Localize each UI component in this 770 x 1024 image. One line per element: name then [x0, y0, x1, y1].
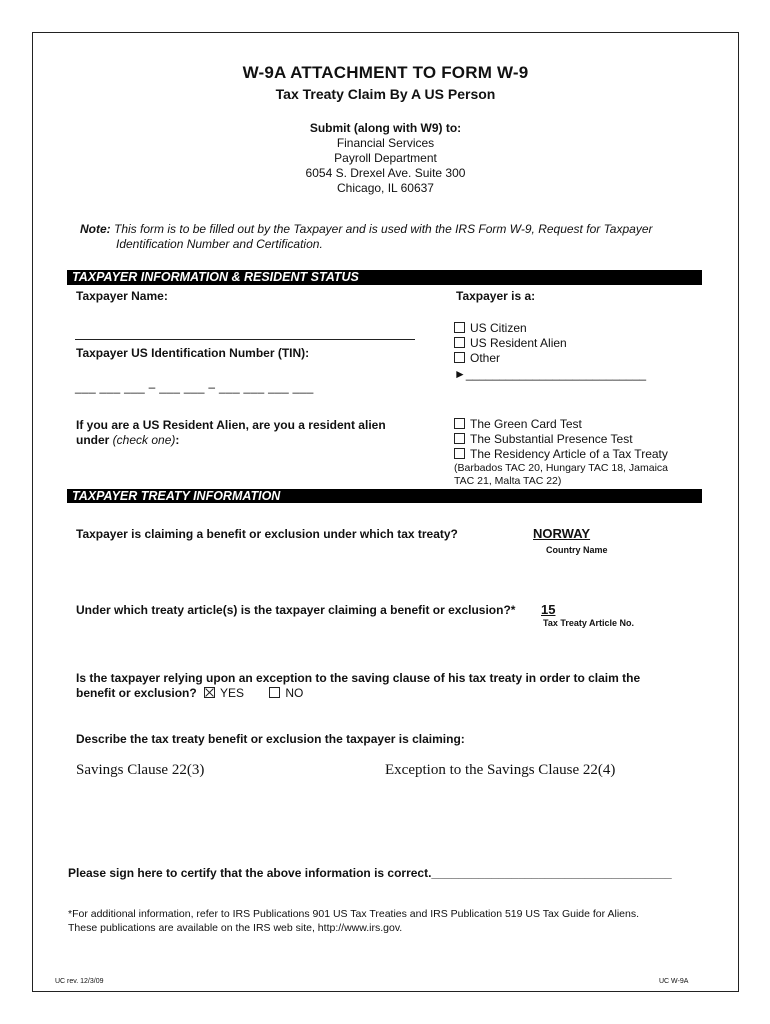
test-residency-article[interactable]	[454, 447, 668, 461]
describe-value-1[interactable]: Savings Clause 22(3)	[76, 762, 205, 778]
section-title-taxpayer-info: TAXPAYER INFORMATION & RESIDENT STATUS	[72, 270, 359, 284]
no-option[interactable]	[269, 686, 303, 700]
note-line-1	[80, 222, 653, 236]
exception-question-text: benefit or exclusion?	[76, 686, 197, 700]
test-green-card[interactable]	[454, 417, 582, 431]
country-caption: Country Name	[546, 545, 608, 555]
yes-checkbox[interactable]	[204, 687, 215, 698]
footer-form-id: UC W-9A	[659, 978, 689, 985]
footnote-line-2: These publications are available on the IRS web site, http://www.irs.gov.	[68, 922, 403, 934]
section-title-treaty-info: TAXPAYER TREATY INFORMATION	[72, 489, 281, 503]
article-caption: Tax Treaty Article No.	[543, 618, 635, 628]
other-checkbox[interactable]	[454, 352, 465, 363]
article-value[interactable]: 15	[541, 602, 556, 617]
exception-question-line-1: Is the taxpayer relying upon an exception to the saving clause of his tax treaty in order to claim the	[76, 671, 641, 685]
note-label: Note:	[80, 222, 111, 236]
address-line-2: Payroll Department	[334, 151, 437, 165]
address-line-3: 6054 S. Drexel Ave. Suite 300	[305, 166, 466, 180]
yes-option[interactable]	[204, 686, 244, 700]
submit-label: Submit (along with W9) to:	[309, 121, 462, 135]
other-specify-field[interactable]: ►___________________________	[454, 367, 647, 381]
address-line-1: Financial Services	[336, 136, 435, 150]
test-substantial-presence[interactable]	[454, 432, 633, 446]
footer-revision: UC rev. 12/3/09	[55, 978, 104, 985]
signature-line[interactable]: Please sign here to certify that the above information is correct.____________________________________	[68, 866, 672, 880]
substantial-presence-label: The Substantial Presence Test	[470, 432, 633, 446]
us-citizen-checkbox[interactable]	[454, 322, 465, 333]
other-label: Other	[470, 351, 501, 365]
country-value[interactable]: NORWAY	[533, 526, 591, 541]
treaty-note-line-2: TAC 21, Malta TAC 22)	[454, 475, 562, 487]
exception-question-line-2	[76, 686, 303, 700]
resident-question-under: under	[76, 433, 113, 447]
taxpayer-is-label: Taxpayer is a:	[456, 289, 536, 303]
us-resident-alien-checkbox[interactable]	[454, 337, 465, 348]
resident-question-line-2	[76, 433, 179, 447]
note-line-2: Identification Number and Certification.	[116, 237, 323, 251]
status-us-citizen[interactable]	[454, 321, 527, 335]
tin-field[interactable]: ___ ___ ___ – ___ ___ – ___ ___ ___ ___	[75, 380, 314, 394]
section-bar-taxpayer-info	[67, 270, 702, 284]
describe-value-2[interactable]: Exception to the Savings Clause 22(4)	[385, 762, 616, 778]
address-line-4: Chicago, IL 60637	[337, 181, 434, 195]
treaty-question: Taxpayer is claiming a benefit or exclusion under which tax treaty?	[76, 527, 458, 541]
status-us-resident-alien[interactable]	[454, 336, 567, 350]
note-text-1: This form is to be filled out by the Taxpayer and is used with the IRS Form W-9, Request for Taxpayer	[114, 222, 653, 236]
taxpayer-name-field[interactable]	[75, 339, 415, 340]
article-question: Under which treaty article(s) is the taxpayer claiming a benefit or exclusion?*	[76, 603, 516, 617]
form-subtitle: Tax Treaty Claim By A US Person	[275, 86, 496, 102]
green-card-checkbox[interactable]	[454, 418, 465, 429]
substantial-presence-checkbox[interactable]	[454, 433, 465, 444]
form-title: W-9A ATTACHMENT TO FORM W-9	[242, 63, 529, 82]
resident-question-colon: :	[175, 433, 180, 447]
footnote-line-1: *For additional information, refer to IRS Publications 901 US Tax Treaties and IRS Publication 519 US Tax Guide for Aliens.	[68, 908, 639, 920]
section-divider	[67, 284, 702, 285]
us-resident-alien-label: US Resident Alien	[470, 336, 567, 350]
yes-label: YES	[220, 686, 245, 700]
status-other[interactable]	[454, 351, 500, 365]
treaty-note-line-1: (Barbados TAC 20, Hungary TAC 18, Jamaica	[454, 462, 668, 474]
resident-question-check-one: (check one)	[112, 433, 176, 447]
resident-question-line-1: If you are a US Resident Alien, are you a resident alien	[76, 418, 386, 432]
residency-article-label: The Residency Article of a Tax Treaty	[470, 447, 668, 461]
green-card-label: The Green Card Test	[470, 417, 582, 431]
describe-label: Describe the tax treaty benefit or exclusion the taxpayer is claiming:	[76, 732, 465, 746]
form-page	[32, 32, 739, 992]
section-bar-treaty-info	[67, 489, 702, 503]
us-citizen-label: US Citizen	[470, 321, 527, 335]
tin-label: Taxpayer US Identification Number (TIN):	[76, 346, 310, 360]
no-label: NO	[285, 686, 304, 700]
residency-article-checkbox[interactable]	[454, 448, 465, 459]
taxpayer-name-label: Taxpayer Name:	[76, 289, 168, 303]
no-checkbox[interactable]	[269, 687, 280, 698]
